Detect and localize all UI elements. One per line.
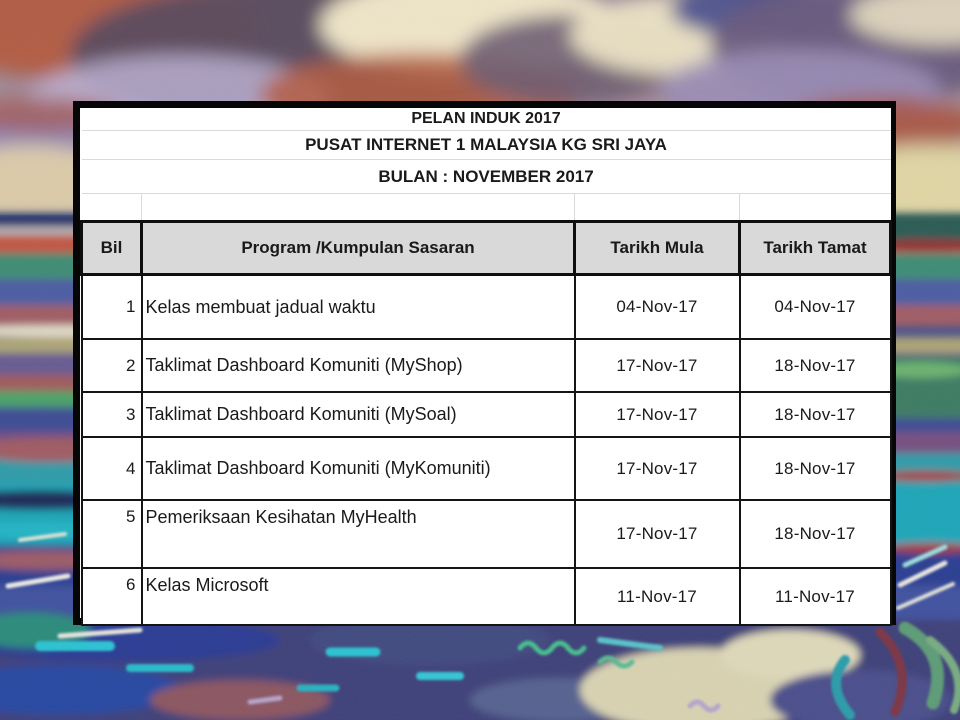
start-date-cell: 17-Nov-17 bbox=[575, 437, 740, 500]
table-row bbox=[82, 339, 891, 392]
month-row bbox=[82, 160, 891, 194]
start-date-cell: 04-Nov-17 bbox=[575, 275, 740, 340]
start-date-cell: 17-Nov-17 bbox=[575, 500, 740, 568]
col-header-program: Program /Kumpulan Sasaran bbox=[142, 222, 575, 275]
schedule-document bbox=[73, 101, 896, 625]
col-header-bil: Bil bbox=[82, 222, 142, 275]
start-date-cell: 17-Nov-17 bbox=[575, 392, 740, 437]
program-cell: Taklimat Dashboard Komuniti (MySoal) bbox=[142, 392, 575, 437]
header-row bbox=[82, 222, 891, 275]
col-header-tarikh-mula: Tarikh Mula bbox=[575, 222, 740, 275]
doc-month-title: BULAN : NOVEMBER 2017 bbox=[82, 160, 891, 194]
bil-cell: 3 bbox=[82, 392, 142, 437]
end-date-cell: 18-Nov-17 bbox=[740, 392, 891, 437]
spacer-row bbox=[82, 194, 891, 222]
title-row bbox=[82, 108, 891, 131]
doc-subtitle: PUSAT INTERNET 1 MALAYSIA KG SRI JAYA bbox=[82, 131, 891, 160]
bil-cell: 6 bbox=[82, 568, 142, 625]
end-date-cell: 04-Nov-17 bbox=[740, 275, 891, 340]
col-header-tarikh-tamat: Tarikh Tamat bbox=[740, 222, 891, 275]
doc-title: PELAN INDUK 2017 bbox=[82, 108, 891, 131]
program-cell: Pemeriksaan Kesihatan MyHealth bbox=[142, 500, 575, 568]
table-row bbox=[82, 500, 891, 568]
end-date-cell: 18-Nov-17 bbox=[740, 437, 891, 500]
bil-cell: 4 bbox=[82, 437, 142, 500]
start-date-cell: 17-Nov-17 bbox=[575, 339, 740, 392]
table-row bbox=[82, 437, 891, 500]
program-cell: Kelas Microsoft bbox=[142, 568, 575, 625]
end-date-cell: 11-Nov-17 bbox=[740, 568, 891, 625]
subtitle-row bbox=[82, 131, 891, 160]
bil-cell: 2 bbox=[82, 339, 142, 392]
bil-cell: 5 bbox=[82, 500, 142, 568]
schedule-table bbox=[80, 108, 892, 626]
end-date-cell: 18-Nov-17 bbox=[740, 339, 891, 392]
program-cell: Taklimat Dashboard Komuniti (MyKomuniti) bbox=[142, 437, 575, 500]
table-row bbox=[82, 568, 891, 625]
end-date-cell: 18-Nov-17 bbox=[740, 500, 891, 568]
program-cell: Kelas membuat jadual waktu bbox=[142, 275, 575, 340]
program-cell: Taklimat Dashboard Komuniti (MyShop) bbox=[142, 339, 575, 392]
table-row bbox=[82, 275, 891, 340]
start-date-cell: 11-Nov-17 bbox=[575, 568, 740, 625]
table-row bbox=[82, 392, 891, 437]
bil-cell: 1 bbox=[82, 275, 142, 340]
